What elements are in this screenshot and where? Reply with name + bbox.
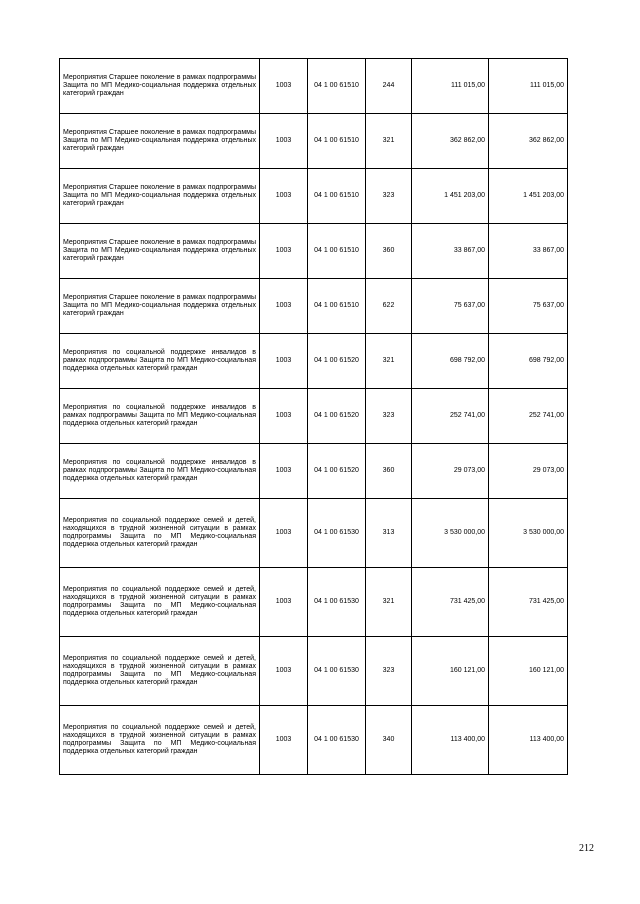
row-code-cell: 04 1 00 61530 <box>308 568 366 637</box>
table-row <box>60 568 568 637</box>
row-amount-total-cell: 160 121,00 <box>489 637 568 706</box>
row-amount-cell: 1 451 203,00 <box>412 169 489 224</box>
row-type-cell: 321 <box>366 568 412 637</box>
row-section-cell: 1003 <box>260 389 308 444</box>
row-section-cell: 1003 <box>260 637 308 706</box>
row-type-cell: 360 <box>366 444 412 499</box>
row-type-cell: 321 <box>366 334 412 389</box>
row-name-cell: Мероприятия Старшее поколение в рамках подпрограммы Защита по МП Медико-социальная поддержка отдельных категорий граждан <box>60 224 260 279</box>
row-amount-cell: 160 121,00 <box>412 637 489 706</box>
row-name-cell: Мероприятия по социальной поддержке семей и детей, находящихся в трудной жизненной ситуации в рамках подпрограммы Защита по МП Медико-социальная поддержка отдельных категорий граждан <box>60 568 260 637</box>
row-code-cell: 04 1 00 61510 <box>308 224 366 279</box>
row-section-cell: 1003 <box>260 334 308 389</box>
row-name-cell: Мероприятия Старшее поколение в рамках подпрограммы Защита по МП Медико-социальная поддержка отдельных категорий граждан <box>60 114 260 169</box>
row-type-cell: 340 <box>366 706 412 775</box>
row-code-cell: 04 1 00 61510 <box>308 59 366 114</box>
table-row <box>60 224 568 279</box>
row-type-cell: 622 <box>366 279 412 334</box>
row-amount-cell: 111 015,00 <box>412 59 489 114</box>
table-row <box>60 334 568 389</box>
row-type-cell: 323 <box>366 389 412 444</box>
row-section-cell: 1003 <box>260 706 308 775</box>
row-amount-cell: 75 637,00 <box>412 279 489 334</box>
row-code-cell: 04 1 00 61530 <box>308 706 366 775</box>
table-row <box>60 499 568 568</box>
row-code-cell: 04 1 00 61510 <box>308 114 366 169</box>
row-section-cell: 1003 <box>260 114 308 169</box>
row-amount-total-cell: 29 073,00 <box>489 444 568 499</box>
row-amount-total-cell: 33 867,00 <box>489 224 568 279</box>
row-section-cell: 1003 <box>260 499 308 568</box>
table-row <box>60 59 568 114</box>
table-row <box>60 114 568 169</box>
row-amount-cell: 29 073,00 <box>412 444 489 499</box>
row-amount-cell: 3 530 000,00 <box>412 499 489 568</box>
row-amount-cell: 731 425,00 <box>412 568 489 637</box>
row-section-cell: 1003 <box>260 444 308 499</box>
row-section-cell: 1003 <box>260 59 308 114</box>
row-name-cell: Мероприятия по социальной поддержке инвалидов в рамках подпрограммы Защита по МП Медико-социальная поддержка отдельных категорий граждан <box>60 389 260 444</box>
row-amount-cell: 252 741,00 <box>412 389 489 444</box>
row-section-cell: 1003 <box>260 169 308 224</box>
row-name-cell: Мероприятия по социальной поддержке семей и детей, находящихся в трудной жизненной ситуации в рамках подпрограммы Защита по МП Медико-социальная поддержка отдельных категорий граждан <box>60 499 260 568</box>
row-amount-total-cell: 75 637,00 <box>489 279 568 334</box>
budget-table <box>59 58 568 775</box>
row-type-cell: 321 <box>366 114 412 169</box>
row-type-cell: 360 <box>366 224 412 279</box>
row-type-cell: 244 <box>366 59 412 114</box>
table-row <box>60 279 568 334</box>
row-amount-total-cell: 1 451 203,00 <box>489 169 568 224</box>
row-section-cell: 1003 <box>260 568 308 637</box>
row-type-cell: 323 <box>366 169 412 224</box>
row-code-cell: 04 1 00 61520 <box>308 444 366 499</box>
budget-table-body <box>60 59 568 775</box>
row-amount-cell: 33 867,00 <box>412 224 489 279</box>
row-code-cell: 04 1 00 61510 <box>308 279 366 334</box>
row-section-cell: 1003 <box>260 224 308 279</box>
row-amount-cell: 698 792,00 <box>412 334 489 389</box>
row-name-cell: Мероприятия Старшее поколение в рамках подпрограммы Защита по МП Медико-социальная поддержка отдельных категорий граждан <box>60 169 260 224</box>
row-amount-total-cell: 252 741,00 <box>489 389 568 444</box>
table-row <box>60 389 568 444</box>
row-code-cell: 04 1 00 61510 <box>308 169 366 224</box>
page-number: 212 <box>579 843 594 854</box>
row-code-cell: 04 1 00 61520 <box>308 389 366 444</box>
row-amount-total-cell: 362 862,00 <box>489 114 568 169</box>
row-name-cell: Мероприятия Старшее поколение в рамках подпрограммы Защита по МП Медико-социальная поддержка отдельных категорий граждан <box>60 279 260 334</box>
table-row <box>60 637 568 706</box>
row-amount-total-cell: 698 792,00 <box>489 334 568 389</box>
table-row <box>60 444 568 499</box>
row-amount-total-cell: 113 400,00 <box>489 706 568 775</box>
row-type-cell: 313 <box>366 499 412 568</box>
table-row <box>60 706 568 775</box>
row-amount-total-cell: 111 015,00 <box>489 59 568 114</box>
row-code-cell: 04 1 00 61520 <box>308 334 366 389</box>
row-name-cell: Мероприятия по социальной поддержке инвалидов в рамках подпрограммы Защита по МП Медико-социальная поддержка отдельных категорий граждан <box>60 334 260 389</box>
row-amount-cell: 362 862,00 <box>412 114 489 169</box>
row-amount-total-cell: 3 530 000,00 <box>489 499 568 568</box>
table-row <box>60 169 568 224</box>
row-section-cell: 1003 <box>260 279 308 334</box>
row-name-cell: Мероприятия по социальной поддержке инвалидов в рамках подпрограммы Защита по МП Медико-социальная поддержка отдельных категорий граждан <box>60 444 260 499</box>
row-name-cell: Мероприятия Старшее поколение в рамках подпрограммы Защита по МП Медико-социальная поддержка отдельных категорий граждан <box>60 59 260 114</box>
row-name-cell: Мероприятия по социальной поддержке семей и детей, находящихся в трудной жизненной ситуации в рамках подпрограммы Защита по МП Медико-социальная поддержка отдельных категорий граждан <box>60 637 260 706</box>
row-type-cell: 323 <box>366 637 412 706</box>
row-amount-total-cell: 731 425,00 <box>489 568 568 637</box>
row-name-cell: Мероприятия по социальной поддержке семей и детей, находящихся в трудной жизненной ситуации в рамках подпрограммы Защита по МП Медико-социальная поддержка отдельных категорий граждан <box>60 706 260 775</box>
row-code-cell: 04 1 00 61530 <box>308 499 366 568</box>
row-code-cell: 04 1 00 61530 <box>308 637 366 706</box>
row-amount-cell: 113 400,00 <box>412 706 489 775</box>
